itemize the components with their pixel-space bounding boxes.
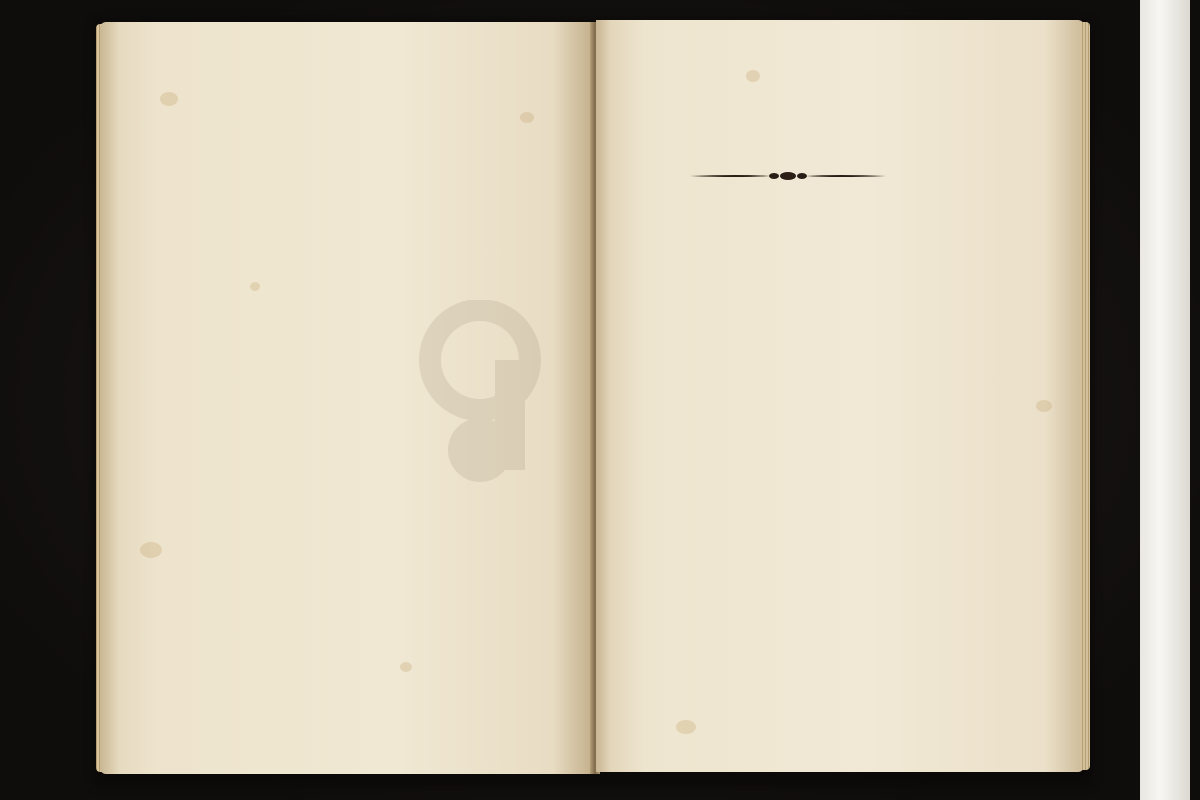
right-page — [596, 20, 1084, 772]
measuring-ruler — [1140, 0, 1190, 800]
library-watermark-icon — [395, 300, 565, 490]
foxing-spot — [676, 720, 696, 734]
decorative-rule-icon — [690, 170, 886, 182]
foxing-spot — [160, 92, 178, 106]
foxing-spot — [746, 70, 760, 82]
foxing-spot — [1036, 400, 1052, 412]
foxing-spot — [400, 662, 412, 672]
page-edges-right — [1080, 22, 1090, 770]
foxing-spot — [140, 542, 162, 558]
